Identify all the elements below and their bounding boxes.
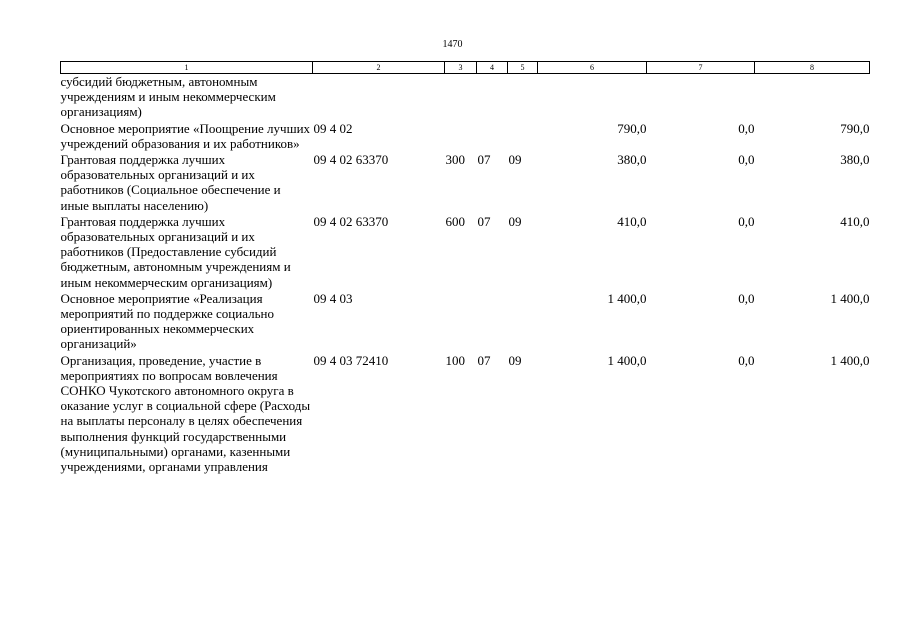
row-subsection: 09 [508, 152, 522, 168]
row-code: 09 4 02 63370 [313, 152, 389, 168]
row-amount-col7: 0,0 [738, 152, 755, 168]
row-amount-col6: 790,0 [617, 120, 647, 136]
row-code: 09 4 02 [313, 120, 353, 136]
row-code: 09 4 03 72410 [313, 352, 389, 368]
row-expense-type: 300 [445, 152, 465, 168]
header-col-5: 5 [508, 62, 538, 74]
table-row [61, 152, 870, 214]
row-amount-col6: 1 400,0 [607, 352, 647, 368]
row-name: Основное мероприятие «Поощрение лучших учреждений образования и их работников» [60, 120, 311, 151]
row-section [477, 121, 508, 152]
row-section: 07 [477, 152, 491, 168]
row-amount-col8 [755, 74, 870, 121]
table-row [61, 74, 870, 121]
header-col-7: 7 [647, 62, 755, 74]
header-col-1: 1 [61, 62, 313, 74]
table-body [61, 74, 870, 476]
row-subsection: 09 [508, 213, 522, 229]
page-number: 1470 [442, 39, 463, 50]
row-amount-col7: 0,0 [738, 213, 755, 229]
header-col-2: 2 [313, 62, 445, 74]
row-code: 09 4 03 [313, 290, 353, 306]
row-subsection: 09 [508, 352, 522, 368]
row-subsection [508, 74, 538, 121]
row-expense-type [445, 291, 477, 353]
row-subsection [508, 291, 538, 353]
row-amount-col8: 790,0 [840, 120, 870, 136]
row-code [313, 74, 445, 121]
column-number-header [61, 62, 870, 74]
row-section: 07 [477, 213, 491, 229]
row-expense-type: 600 [445, 213, 465, 229]
row-amount-col7: 0,0 [738, 120, 755, 136]
row-section [477, 291, 508, 353]
table-row [61, 291, 870, 353]
row-amount-col8: 1 400,0 [830, 352, 870, 368]
row-amount-col6: 380,0 [617, 152, 647, 168]
row-amount-col8: 1 400,0 [830, 290, 870, 306]
row-amount-col8: 410,0 [840, 213, 870, 229]
header-col-4: 4 [477, 62, 508, 74]
row-expense-type [445, 121, 477, 152]
row-section [477, 74, 508, 121]
row-amount-col8: 380,0 [840, 152, 870, 168]
row-subsection [508, 121, 538, 152]
table-row [61, 214, 870, 291]
row-section: 07 [477, 352, 491, 368]
header-col-3: 3 [445, 62, 477, 74]
row-name: Грантовая поддержка лучших образовательных организаций и их работников (Социальное обеспечение и иные выплаты населению) [60, 152, 281, 213]
row-name: Грантовая поддержка лучших образовательных организаций и их работников (Предоставление субсидий бюджетным, автономным учреждениям и иным некоммерческим организациям) [60, 213, 291, 290]
row-name: Организация, проведение, участие в мероприятиях по вопросам вовлечения СОНКО Чукотского автономного округа в оказание услуг в социальной сфере (Расходы на выплаты персоналу в целях обеспечения выполнения функций государственными (муниципальными) органами, казенными учреждениями, органами управления [60, 352, 311, 475]
row-name: Основное мероприятие «Реализация мероприятий по поддержке социально ориентированных некоммерческих организаций» [60, 290, 274, 352]
row-code: 09 4 02 63370 [313, 213, 389, 229]
row-amount-col7: 0,0 [738, 290, 755, 306]
row-amount-col7: 0,0 [738, 352, 755, 368]
budget-table [60, 61, 870, 475]
table-row [61, 121, 870, 152]
row-amount-col7 [647, 74, 755, 121]
row-amount-col6: 1 400,0 [607, 290, 647, 306]
row-expense-type [445, 74, 477, 121]
header-col-8: 8 [755, 62, 870, 74]
row-name: субсидий бюджетным, автономным учреждениям и иным некоммерческим организациям) [60, 74, 276, 120]
header-col-6: 6 [538, 62, 647, 74]
table-row [61, 353, 870, 476]
row-amount-col6: 410,0 [617, 213, 647, 229]
row-expense-type: 100 [445, 352, 465, 368]
row-amount-col6 [538, 74, 647, 121]
